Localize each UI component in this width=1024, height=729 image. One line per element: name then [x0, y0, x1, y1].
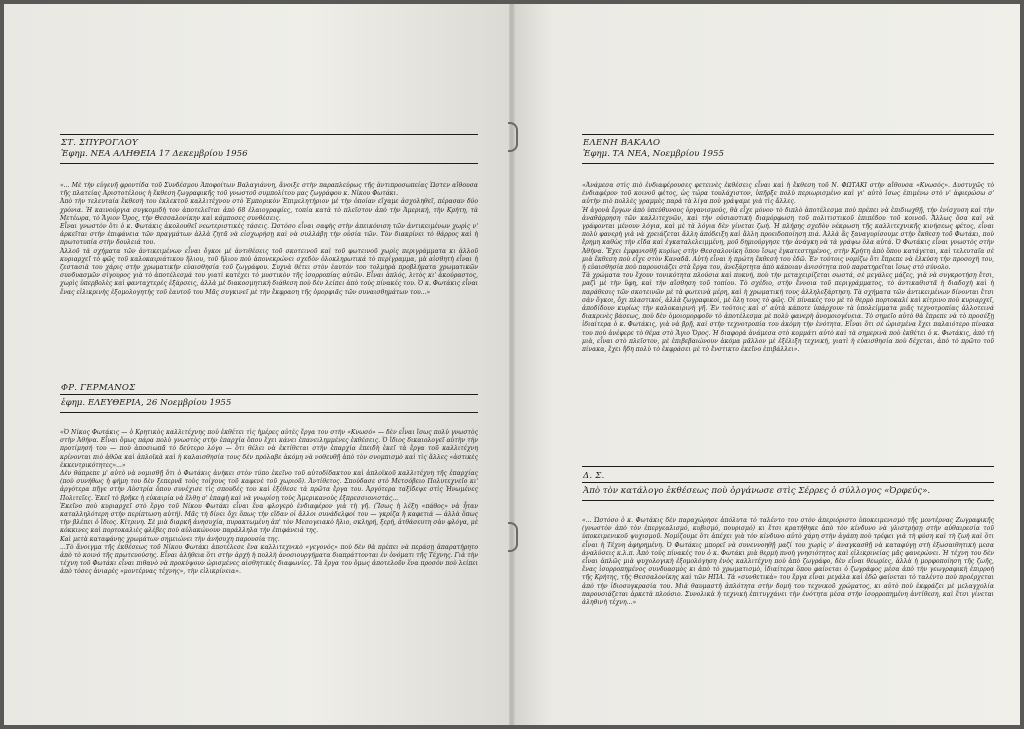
article-body	[60, 182, 478, 297]
paragraph: Ἡ ἀγονὰ ἔργων ἀπὸ ὑπεύθυνους ὀργανισμούς, θὰ εἶχε μόνον τὸ διπλὸ ἀποτέλεσμα ποὺ πρέπει νὰ ἐπιδιωχθῇ, τὴν ἐνίσχυση καὶ τὴν ἀναθάρρηση τῶν καλλιτεχνῶν, καὶ τὴν οὐσιαστικὴ διαμόρφωση τοῦ πολιτιστικοῦ ἐπιπέδου τοῦ κοινοῦ. Ἄλλως ὅσα καὶ νὰ γράφονται μένουν λόγια, καὶ μὲ τὰ λόγια δὲν γίνεται ζωή. Ἡ πλήρης σχεδὸν νέκρωση τῆς καλλιτεχνικῆς κινήσεως φέτος, εἶναι πολὺ φανερὴ γιὰ νὰ χρειάζεται ἄλλη ἀπόδειξη καὶ ἄλλη προειδοποίηση πιά. Ἀλλὰ ἂς ξαναγυρίσουμε στὴν ἔκθεση τοῦ Φωτάκι, ποὺ ἔρημη καθὼς τὴν εἴδα καὶ ἐγκαταλελειμμένη, μοῦ δημιούργησε τὴν ἀνάγκη νὰ τὰ γράψω ὅλα αὐτά. Ὁ Φωτάκις εἶναι γνωστὸς στὴν Ἀθήνα. Ἔχει ἐμφανισθῇ κυρίως στὴν Θεσσαλονίκη ὅπου ἴσως ἐγκατεστημένος, στὴν Κρήτη ἀπὸ ὅπου κατάγεται, καὶ τελευταῖα σὲ μιὰ ἔκθεση ποὺ εἶχε στὸν Καναδᾶ. Αὐτὴ εἶναι ἡ πρώτη ἔκθεσή του ἐδῶ. Ἐν τούτοις νομίζω ὅτι ἔπρεπε νὰ ἑλκύση τὴν προσοχή του, ἡ εὐαισθησία ποὺ παρουσιάζει στὰ ἔργα του, ἀνεξάρτητα ἀπὸ κάποιαν ἀνισότητα ποὺ παρατηρεῖται ἴσως στὸ σύνολο.	[582, 206, 994, 272]
section-rule-bottom	[582, 500, 994, 501]
article-body	[582, 182, 994, 354]
paragraph: «Ὁ Νίκος Φωτάκις — ὁ Κρητικὸς καλλιτέχνης ποὺ ἐκθέτει τὶς ἡμέρες αὐτὲς ἔργα του στὴν «Κνωσό» — δὲν εἶναι ἴσως πολὺ γνωστὸς στὴν Ἀθήνα. Εἶναι ὅμως πάρα πολὺ γνωστὸς στὴν ἐπαρχία ὅπου ἔχει κάνει ἐπανειλημμένες ἐκθέσεις. Ὁ ἴδιος δικαιολογεῖ αὐτὴν τὴν προτίμησή του — ποὺ ἀποσιωπᾶ τὸ δεύτερο λόγο — ὅτι θέλει νὰ ἐκτίθεται στὴν ἐπαρχία ἐπειδὴ ἐκεῖ τὰ ἔργα τοῦ καλλιτέχνη κρίνονται πιὸ ἀθῶα καὶ ἁπλοϊκὰ καὶ ἡ καλαισθησία τους δὲν πρόλαβε ἀκόμη νὰ νοθευθῇ ἀπὸ τὸν σνομπισμὸ καὶ τὶς ἄλλες «ἀστικὲς ἐκκεντρικότητες»...»	[60, 429, 478, 469]
article-spyroglou	[60, 134, 478, 297]
article-source: Ἐφημ. ΤΑ ΝΕΑ, Νοεμβρίου 1955	[583, 149, 724, 159]
paragraph: Καὶ μετὰ καταφάνης χρωμάτων σημειώνει τὴν ἀνήσυχη παρουσία της.	[60, 535, 280, 543]
left-column	[60, 4, 478, 725]
section-rule-middle	[582, 482, 994, 483]
article-source: Ἐφημ. ΝΕΑ ΑΛΗΘΕΙΑ 17 Δεκεμβρίου 1956	[61, 149, 248, 159]
article-author: ΕΛΕΝΗ ΒΑΚΑΛΟ	[583, 138, 661, 148]
article-vakalo	[582, 134, 994, 354]
article-author: Δ. Σ.	[583, 471, 605, 481]
section-rule-bottom	[582, 163, 994, 164]
paragraph: Τὰ χρώματα του ἔχουν τονικότητα πλούσια καὶ πυκνή, ποὺ τὴν μεταχειρίζεται σωστά, σὲ μεγάλες μάζες, γιὰ νὰ συγκροτήσῃ ἔτσι, μαζὶ μὲ τὴν ὕφη, καὶ τὴν αἴσθηση τοῦ τοπίου. Τὸ σχέδιο, στὴν ἔννοια τοῦ περιγράμματος, τὸ ἀντικαθιστᾶ ἡ διαδοχὴ καὶ ἡ παράθεσις τῶν σκοτεινῶν μὲ τὰ φωτεινὰ μέρη, καὶ ἡ χρωματική τους ἀλληλεξάρτηση. Τὰ σχήματα τῶν ἀντικειμένων δίνονται ἔτσι σὰν ὄγκοι, ὄχι πλαστικοί, ἀλλὰ ζωγραφικοί, μὲ ὅλη τους τὸ φῶς. Οἱ πίνακές του μὲ τὸ θερμὸ πορτοκαλί καὶ κίτρινο ποὺ κυριαρχεῖ, ἀποδίδουν κυρίως τὴν καλοκαιρινὴ γῆ. Ἐν τούτοις καὶ σ' αὐτὰ κάποτε ὑπάρχουν τὰ ὑπολείμματα μιᾶς τεχνοτροπίας ἀλλοτεινά διακρινὲς βάσεως, ποὺ δὲν ὁμοιομορφοῦν τὸ ἀποτέλεσμα μὲ πολὺ φανερὴ ἀνομοιογένεια. Τὸ σημεῖο αὐτὸ θὰ ἔπρεπε νὰ τὸ προσέξῃ ἰδιαίτερα ὁ κ. Φωτάκις, γιὰ νὰ βρῇ, καὶ στὴν τεχνοτροπία του ἀκόμη τὴν ἑνότητα. Εἶναι ὅτι σὲ ὡρισμένα ἔχει παλαιότερο πίνακα του ποὺ ἀνέφερε τὸ θέμα στὸ Ἅγιο Ὄρος. Ἡ διαφορὰ ἀνάμεσα στὸ κομμάτι αὐτὸ καὶ τὰ σημερινὰ ποὺ ἐκθέτει ὁ κ. Φωτάκις, ἀπὸ τὴ μιὰ, εἶναι στὸ πλεῖστον, μὲ ἐπιβεβαιώνουν ἀκόμα μᾶλλον μὲ ἐξέλιξη τεχνική, γιατὶ ἡ εὐαισθησία ποὺ δέχεται, ἀπὸ τὸ πρῶτο τοῦ πίνακα, ἔχει ἤδη πολὺ τὸ ἐκφράσει μὲ τὸ ἔνστικτο ἐκεῖνο ἐπιβάλλει».	[582, 272, 994, 354]
section-rule-top	[60, 394, 478, 395]
section-rule-bottom	[60, 412, 478, 413]
right-column	[582, 4, 994, 725]
article-germanos	[60, 380, 478, 577]
staple-bottom	[508, 522, 518, 552]
article-source: ἐφημ. ΕΛΕΥΘΕΡΙΑ, 26 Νοεμβρίου 1955	[61, 398, 232, 408]
section-rule-top	[60, 134, 478, 135]
article-author: ΣΤ. ΣΠΥΡΟΓΛΟΥ	[61, 138, 138, 148]
article-body	[582, 517, 994, 607]
article-body	[60, 429, 478, 577]
paragraph: «... Μὲ τὴν εὐγενῆ φροντίδα τοῦ Συνδέσμου Ἀποφοίτων Βαλαγιάννη, ἄνοιξε στὴν παραπλεύρως τῆς ἀντιπροσωπείας Ὡστεν αἴθουσα τῆς πλατείας Ἀριστοτέλους ἡ ἔκθεση ζωγραφικῆς τοῦ γνωστοῦ συμπολίτου μας ζωγράφου κ. Νίκου Φωτάκι.	[60, 182, 478, 198]
paragraph: ...Τὸ ἄνοιγμα τῆς ἐκθέσεως τοῦ Νίκου Φωτάκι ἀποτέλεσε ἕνα καλλιτεχνικὸ «γεγονὸς» ποὺ δὲν θὰ πρέπει νὰ περάσῃ ἀπαρατήρητο ἀπὸ τὸ κοινό τῆς πρωτευούσης. Εἶναι ἀλήθεια ὅτι στὴν ἀρχὴ ἡ πολλὴ ἀνοσιουργήματα διαπράττονται ἐν ὀνόματι τῆς Τέχνης. Γιὰ τὴν τέχνη τοῦ Φωτάκι εἶναι πιθανὸ νὰ προκύψουν ὡρισμένες αἰσθητικὲς διαφωνίες. Τὰ ἔργα του ὅμως ἀποτελοῦν ἕνα προσὸν ποὺ λείπει ἀπὸ τόσες ἀνιαρὲς «μοντέρνας τέχνης», τὴν εἰλικρίνεια».	[60, 543, 478, 576]
left-page	[4, 4, 512, 725]
section-rule-top	[582, 466, 994, 467]
article-author: ΦΡ. ΓΕΡΜΑΝΟΣ	[61, 383, 136, 393]
paragraph: Δὲν θάπρεπε μ' αὐτὸ νὰ νομισθῇ ὅτι ὁ Φωτάκις ἀνήκει στὸν τύπο ἐκεῖνο τοῦ αὐτοδίδακτου καὶ ἁπλοϊκοῦ καλλιτέχνη τῆς ἐπαρχίας (ποὺ συνήθως ἡ φήμη του δὲν ξεπερνᾶ τοὺς τοίχους τοῦ καφενὲ τοῦ χωριοῦ). Ἀντίθετος. Σπούδασε στὸ Μετσόβειο Πολυτεχνεῖο κι' ἀργότερα πῆγε στὴν Αὐστρία ὅπου συνέχισε τὶς σπουδές του καὶ ἐξέθεσε τὰ πρῶτα ἔργα του. Ἀργότερα ταξίδεψε στὶς Ἡνωμένες Πολιτεῖες. Ἐκεῖ τὸ βρῆκε ἡ εὐκαιρία νὰ ἔλθῃ σ' ἐπαφὴ καὶ νὰ γνωρίσῃ τοὺς Ἀμερικανοὺς ἐξπρεσσιονιστάς...	[60, 470, 478, 502]
paragraph: Ἐκεῖνο ποὺ κυριαρχεῖ στὸ ἔργο τοῦ Νίκου Φωτάκι εἶναι ἕνα φλογερὸ ἐνδιαφέρον γιὰ τὴ γῆ. (Ἴσως ἡ λέξη «πάθος» νὰ ἦταν καταλληλότερη στὴν περίπτωση αὐτή). Μᾶς τὴ δίνει ὄχι ὅπως τὴν εἴδαν οἱ ἄλλοι συνάδελφοί του — γκρίζα ἢ καφετιά — ἀλλὰ ὅπως τὴν βλέπει ὁ ἴδιος. Κίτρινη. Σὲ μιὰ διαρκῆ ἀνησυχία, πυρακτωμένη ἀπ' τὸν Μεσογειακὸ ἥλιο, σκληρή, ξερή, ἀτθάσευτη σὰν φλόγα, μὲ κόκκινες καὶ πορτοκαλιὲς φλέβες ποὺ αὐλακώνουν παράλληλα τὴν ἐπιφάνειά της.	[60, 502, 478, 535]
section-rule-top	[582, 134, 994, 135]
book-gutter	[509, 4, 515, 725]
paragraph: Ἀπὸ τὴν τελευταία ἔκθεσή του ἐκλεκτοῦ καλλιτέχνου στὸ Ἐμπορικὸν Ἐπιμελητήριον μὲ τὴν ὁποίαν εἴχαμε ἀσχοληθεῖ, πέρασαν δύο χρόνια. Ἡ καινούργια συγκομιδὴ τον ἀποτελεῖται ἀπὸ 68 ἐλαιογραφίες, τοπία κατὰ τὸ πλεῖστον ἀπὸ τὴν Ἀμερική, τὴν Κρήτη, τὰ Μετέωρα, τὸ Ἅγιον Ὄρος, τὴν Θεσσαλονίκην καὶ κάμποσες συνθέσεις.	[60, 198, 478, 222]
paragraph: Ἀλλοῦ τὰ σχήματα τῶν ἀντικειμένων εἶναι ὄγκοι μὲ ἀντιθέσεις τοῦ σκοτεινοῦ καὶ τοῦ φωτεινοῦ χωρὶς περιγράμματα κι ἀλλοῦ κυριαρχεῖ τὸ φῶς τοῦ καλοκαιριάτικου ἥλιου, τοῦ ἥλιου ποὺ ἀπονεκρώνει σχεδὸν ὁλοκληρωτικά τὸ περίγραμμα, μὰ αἰσθητὴ εἶναι ἡ ζεστασιὰ του χάρις στὴν χρωματικὴν εὐαισθησία τοῦ ζωγράφου. Συχνὰ θέτει στὸν ἑαυτόν του τολμηρὰ προβλήματα χρωματικῶν συνδυασμῶν σίγουρος γιὰ τὸ ἀποτέλεσμά του γιατὶ κατέχει τὸ μυστικὸν τῆς ἰσορροπίας αὐτῶν. Εἶναι ἁπλός, λιτὸς κι' ἀκούραστος, χωρὶς ὑπερβολὲς καὶ φανταχτερὲς ἐξάρσεις, ἀλλὰ μὲ διακοσμητικὴ διάθεση ποὺ δὲν λείπει ἀπὸ τοὺς πίνακές του. Ὁ κ. Φωτάκις εἶναι ἕνας εἰλικρινὴς ἐξομολογητὴς τοῦ ἑαυτοῦ του Μᾶς συγκινεῖ μὲ τὴν ἔκφραση τῆς ὁμορφιᾶς τῶν συναισθημάτων του...»	[60, 247, 478, 296]
section-rule-bottom	[60, 163, 478, 164]
paragraph: «... Ὡστόσο ὁ κ. Φωτάκις δὲν παραχώρησε ἀπόλυτα τὸ ταλέντο του στὸν ἀπεριόριστο ὑποκειμενισμὸ τῆς μοντέρνας Ζωγραφικῆς (γνωστὸν ἀπὸ τὸν ἐπεργεαλισμό, κυβισμό, πουρισμό) κι ἔτσι κρατήθηκε ἀπὸ τὸν κίνδυνο νὰ γλιστρήσῃ στὴν αὐθαιρεσία τοῦ ὑποκειμενικοῦ ψυχισμοῦ. Νομίζουμε ὅτι ἀπέχει γιὰ τὸν κίνδυνο αὐτὸ χάρη στὴν ἀγάπη ποὺ τρέφει γιὰ τὴ φύση καὶ τὴ ζωὴ καὶ ὅτι εἶναι ἡ Τέχνη ἀφηρημένη. Ὁ Φωτάκις μπορεῖ νὰ συνεννοηθῇ μαζί του χωρὶς ν' ἀναγκασθῇ νὰ καταφύγῃ στὴ ἐξωσαιθητικὴ μεσα ἀναλύσεις κ.λ.π. Ἀπὸ τοὺς πίνακές του ὁ κ. Φωτάκι μιὰ θερμὴ πνοὴ γνησιότητος καὶ εἰλικρινείας μᾶς φανερώνει. Ἡ τέχνη του δὲν εἶναι ἀπλῶς μιὰ ψυχολογικὴ ἐξομολόγηση ἑνὸς καλλιτέχνη ποὺ ἀπὸ ζωγράφο, δὲν εἶναι θεωρίες, ἀλλὰ ἡ μορφοποίηση τῆς ζωῆς, ἕνας ἰσορροπημένος συνδυασμὸς κι ἀπὸ τὸ χρωματισμὸ, ἰδιαίτερα ὅπου φαίνεται ὁ ζωγράφος μέσα ἀπὸ τὴν γεωγραφικὴ ἐπιρροὴ τῆς Κρήτης, τῆς Θεσσαλονίκης καὶ τῶν ΗΠΑ. Τὰ «συνθετικὰ» του ἔργα εἶναι μεγάλα καὶ ἐδῶ φαίνεται τὸ ταλέντο ποὺ προέρχεται ἀπὸ τὴν ἰδιοσυγκρασία του. Μιὰ θαυμαστὴ ἁπλότητα στὴν δομή του τεχνικοῦ χρώματος, κι αὐτὸ ποὺ ἐκφράζει μὲ μελαγχολία παρουσιάζεται ἀρκετὰ πλούσιο. Συνολικὰ ἡ τεχνικὴ ἐπιτυγχάνει τὴν ἑνότητα μέσα στὴν ἰσορροπημένη ἀντίθεση, καὶ ἔτσι γίνεται ἀληθινὴ τέχνη...»	[582, 517, 994, 607]
article-ds	[582, 466, 994, 607]
booklet-spread	[4, 4, 1020, 725]
right-page	[512, 4, 1020, 725]
article-source: Ἀπὸ τὸν κατάλογο ἐκθέσεως ποὺ ὀργάνωσε στὶς Σέρρες ὁ σύλλογος «Ὀρφεύς».	[583, 486, 931, 496]
paragraph: Εἶναι γνωστὸν ὅτι ὁ κ. Φωτάκις ἀκολουθεῖ νεωτεριστικὲς τάσεις. Ὡστόσο εἶναι σαφὴς στὴν ἀπεικόνιση τῶν ἀντικειμένων χωρὶς ν' ἀρκεῖται στὴν ἐπιφάνεια τῶν πραγμάτων ἀλλὰ ζητᾶ νὰ εἰσχωρήσῃ καὶ νὰ συλλάβῃ τὴν οὐσία τῶν. Τὸν διακρίνει τὸ θάρρος καὶ ἡ πρωτοτυπία στὴν δουλειά του.	[60, 223, 478, 247]
paragraph: «Ἀνάμεσα στὶς πιὸ ἐνδιαφέρουσες φετεινὲς ἐκθέσεις εἶναι καὶ ἡ ἔκθεση τοῦ Ν. ΦΩΤΑΚΙ στὴν αἴθουσα «Κνωσός». Δυστυχῶς τὸ ἐνδιαφέρον τοῦ κοινοῦ φέτος, ὡς τώρα τουλάχιστον, ὑπῆρξε πολὺ περιωρισμένο καὶ γι' αὐτὸ ἴσως ἐπιμένω στὸ ν' ἀφιερώσω σ' αὐτὴν πιὸ πολλὲς γραμμὲς παρὰ τὰ λίγα ποὺ γράψαμε γιὰ τὶς ἄλλες.	[582, 182, 994, 206]
staple-top	[508, 122, 518, 152]
